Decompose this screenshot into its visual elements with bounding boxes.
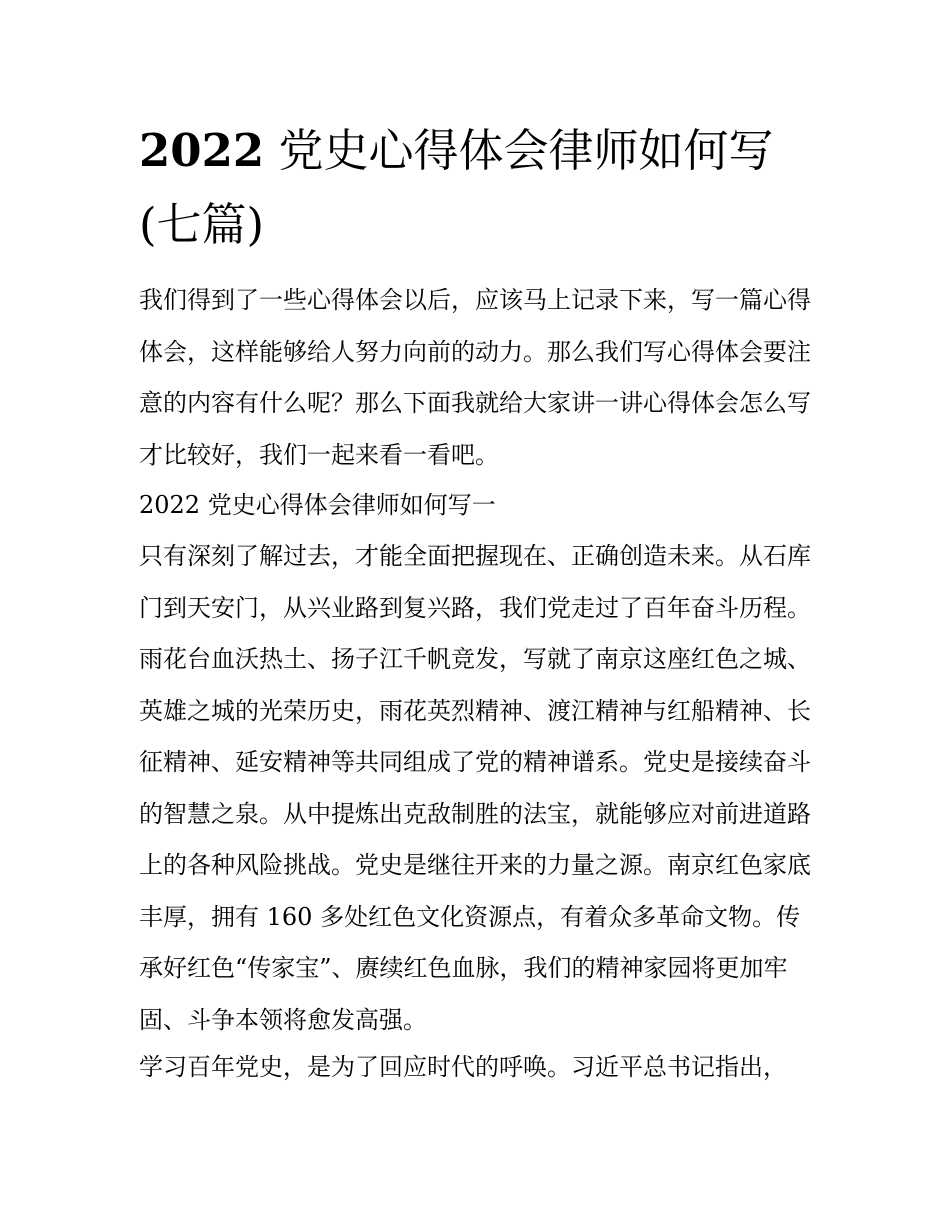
intro-paragraph: 我们得到了一些心得体会以后，应该马上记录下来，写一篇心得体会，这样能够给人努力向前的动力。那么我们写心得体会要注意的内容有什么呢？那么下面我就给大家讲一讲心得体会怎么写才比较好，我们一起来看一看吧。 (139, 286, 811, 469)
title-year: 2022 (139, 124, 265, 177)
title-text: 党史心得体会律师如何写(七篇) (139, 124, 774, 251)
document-title (139, 114, 819, 262)
body-paragraph-1: 只有深刻了解过去，才能全面把握现在、正确创造未来。从石库门到天安门，从兴业路到复兴路，我们党走过了百年奋斗历程。雨花台血沃热土、扬子江千帆竞发，写就了南京这座红色之城、英雄之城的光荣历史，雨花英烈精神、渡江精神与红船精神、长征精神、延安精神等共同组成了党的精神谱系。党史是接续奋斗的智慧之泉。从中提炼出克敌制胜的法宝，就能够应对前进道路上的各种风险挑战。党史是继往开来的力量之源。南京红色家底丰厚，拥有 160 多处红色文化资源点，有着众多革命文物。传承好红色“传家宝”、赓续红色血脉，我们的精神家园将更加牢固、斗争本领将愈发高强。 (139, 542, 811, 1034)
section-heading: 2022 党史心得体会律师如何写一 (139, 491, 496, 519)
body-paragraph-2: 学习百年党史，是为了回应时代的呼唤。习近平总书记指出， (139, 1053, 787, 1081)
